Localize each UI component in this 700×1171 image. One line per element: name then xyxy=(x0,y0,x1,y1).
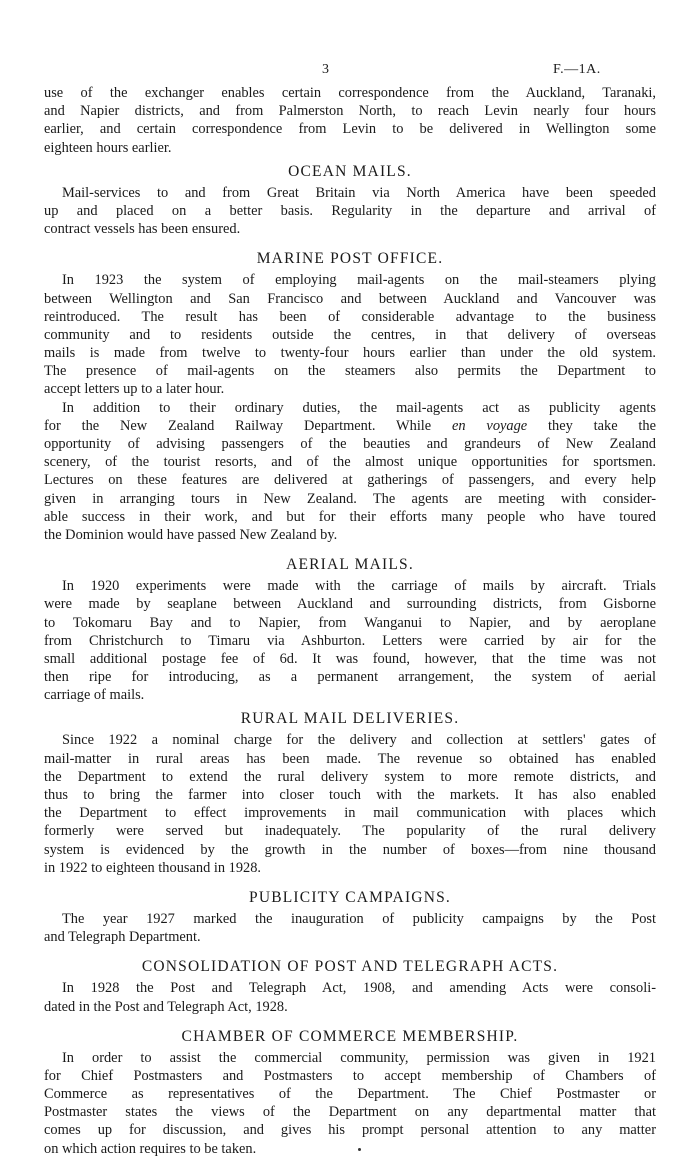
text-line: then ripe for introducing, as a permanent arrangement, the system of aerial xyxy=(44,669,656,686)
text-line: Mail-services to and from Great Britain via North America have been speeded xyxy=(62,184,656,201)
text-run: for the New Zealand Railway Department. While xyxy=(44,417,453,434)
paragraph-ocean-mails xyxy=(44,184,656,239)
text-line: earlier, and certain correspondence from Levin to be delivered in Wellington some xyxy=(44,121,656,138)
text-line: eighteen hours earlier. xyxy=(44,139,172,156)
page-body xyxy=(44,84,656,1158)
section-heading-consolidation: CONSOLIDATION OF POST AND TELEGRAPH ACTS. xyxy=(141,958,559,976)
text-line: and Napier districts, and from Palmerston North, to reach Levin nearly four hours xyxy=(44,103,656,120)
text-line: were made by seaplane between Auckland and surrounding districts, from Gisborne xyxy=(44,596,656,613)
text-line: up and placed on a better basis. Regularity in the departure and arrival of xyxy=(44,202,656,219)
paragraph-exchanger xyxy=(44,84,656,157)
text-line: able success in their work, and but for their efforts many people who have toured xyxy=(44,508,656,525)
text-line: In 1920 experiments were made with the carriage of mails by aircraft. Trials xyxy=(62,578,656,595)
text-run: they take the xyxy=(527,417,656,434)
text-line: reintroduced. The result has been of considerable advantage to the business xyxy=(44,308,656,325)
document-reference: F.—1A. xyxy=(553,62,601,77)
text-line: The year 1927 marked the inauguration of publicity campaigns by the Post xyxy=(62,910,656,927)
section-heading-publicity-campaigns: PUBLICITY CAMPAIGNS. xyxy=(249,888,451,906)
text-line: from Christchurch to Timaru via Ashburton. Letters were carried by air for the xyxy=(44,632,656,649)
text-line: thus to bring the farmer into closer touch with the markets. It has also enabled xyxy=(44,787,656,803)
text-line: carriage of mails. xyxy=(44,687,145,704)
text-line: on which action requires to be taken. xyxy=(44,1140,257,1157)
section-heading-rural-mail-deliveries: RURAL MAIL DELIVERIES. xyxy=(240,710,460,728)
text-line: the Dominion would have passed New Zealand by. xyxy=(44,526,338,543)
text-line: system is evidenced by the growth in the number of boxes—from nine thousand xyxy=(44,841,656,858)
paragraph-aerial-mails xyxy=(44,577,656,704)
text-line: for Chief Postmasters and Postmasters to accept membership of Chambers of xyxy=(44,1067,656,1084)
text-line: the Department to extend the rural delivery system to more remote districts, and xyxy=(44,768,656,785)
text-line: comes up for discussion, and gives his prompt personal attention to any matter xyxy=(44,1122,656,1139)
paragraph-publicity xyxy=(44,910,656,946)
text-line: small additional postage fee of 6d. It was found, however, that the time was not xyxy=(44,650,656,667)
text-line: given in arranging tours in New Zealand. The agents are meeting with consider- xyxy=(44,490,656,507)
paragraph-consolidation xyxy=(44,979,656,1015)
text-line: Since 1922 a nominal charge for the delivery and collection at settlers' gates of xyxy=(62,732,656,749)
text-line: formerly were served but inadequately. The popularity of the rural delivery xyxy=(44,823,656,840)
text-line: In 1923 the system of employing mail-agents on the mail-steamers plying xyxy=(62,272,656,289)
text-line: In order to assist the commercial community, permission was given in 1921 xyxy=(62,1049,656,1066)
paragraph-rural-mail xyxy=(44,731,656,877)
text-line: The presence of mail-agents on the steamers also permits the Department to xyxy=(44,363,656,380)
scan-speck xyxy=(358,1148,361,1151)
paragraph-chamber xyxy=(44,1049,656,1158)
text-line: to Tokomaru Bay and to Napier, from Wanganui to Napier, and by aeroplane xyxy=(44,614,656,631)
text-line: Lectures on these features are delivered at gatherings of passengers, and every help xyxy=(44,472,656,489)
section-heading-aerial-mails: AERIAL MAILS. xyxy=(286,556,414,574)
italic-phrase: en voyage xyxy=(452,417,528,434)
text-line xyxy=(44,417,656,435)
text-line: in 1922 to eighteen thousand in 1928. xyxy=(44,859,262,876)
section-heading-chamber-of-commerce: CHAMBER OF COMMERCE MEMBERSHIP. xyxy=(181,1027,519,1045)
text-line: and Telegraph Department. xyxy=(44,929,201,946)
text-line: opportunity of advising passengers of the beauties and grandeurs of New Zealand xyxy=(44,436,656,452)
text-line: In addition to their ordinary duties, the mail-agents act as publicity agents xyxy=(62,399,656,416)
text-line: community and to residents outside the centres, in that delivery of overseas xyxy=(44,326,656,343)
text-line: Postmaster states the views of the Department on any departmental matter that xyxy=(44,1104,656,1121)
text-line: accept letters up to a later hour. xyxy=(44,381,225,398)
page-header xyxy=(0,62,700,82)
paragraph-marine-2 xyxy=(44,399,656,545)
text-line: the Department to effect improvements in mail communication with places which xyxy=(44,805,656,822)
text-line: scenery, of the tourist resorts, and of the almost unique opportunities for sportsmen. xyxy=(44,454,656,471)
text-line: Commerce as representatives of the Department. The Chief Postmaster or xyxy=(44,1086,656,1103)
text-line: In 1928 the Post and Telegraph Act, 1908, and amending Acts were consoli- xyxy=(62,980,656,997)
page-number: 3 xyxy=(322,62,329,77)
text-line: use of the exchanger enables certain correspondence from the Auckland, Taranaki, xyxy=(44,85,656,101)
section-heading-marine-post-office: MARINE POST OFFICE. xyxy=(256,250,444,268)
text-line: dated in the Post and Telegraph Act, 1928. xyxy=(44,998,288,1015)
paragraph-marine-1 xyxy=(44,271,656,398)
section-heading-ocean-mails: OCEAN MAILS. xyxy=(288,162,412,180)
text-line: contract vessels has been ensured. xyxy=(44,221,241,238)
text-line: between Wellington and San Francisco and between Auckland and Vancouver was xyxy=(44,290,656,307)
text-line: mail-matter in rural areas has been made. The revenue so obtained has enabled xyxy=(44,750,656,767)
text-line: mails is made from twelve to twenty-four hours earlier than under the old system. xyxy=(44,345,656,362)
